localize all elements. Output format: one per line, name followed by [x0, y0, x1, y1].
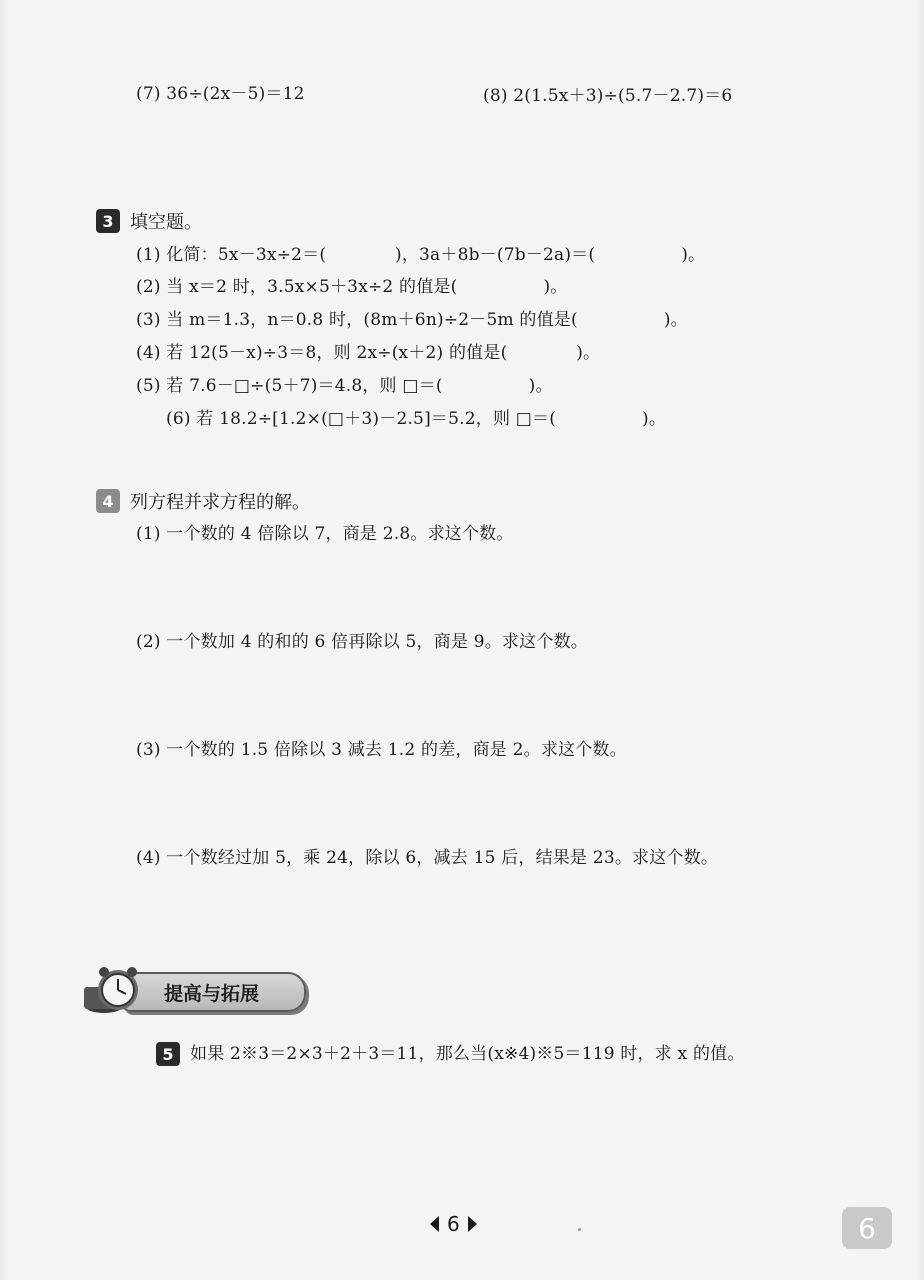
- fill-item-1: (1) 化简：5x－3x÷2＝( )，3a＋8b－(7b－2a)＝( )。: [136, 245, 706, 265]
- section-3-number: 3: [96, 209, 120, 233]
- arrow-right-icon: [468, 1216, 477, 1232]
- banner-label: 提高与拓展: [164, 983, 260, 1005]
- equation-problem-1: (1) 一个数的 4 倍除以 7，商是 2.8。求这个数。: [136, 524, 514, 544]
- page-number-footer: [430, 1212, 477, 1236]
- equation-problem-2: (2) 一个数加 4 的和的 6 倍再除以 5，商是 9。求这个数。: [136, 632, 588, 652]
- fill-item-4: (4) 若 12(5－x)÷3＝8，则 2x÷(x＋2) 的值是( )。: [136, 343, 601, 363]
- section-3-heading: [96, 208, 202, 234]
- equation-problem-3: (3) 一个数的 1.5 倍除以 3 减去 1.2 的差，商是 2。求这个数。: [136, 740, 627, 760]
- section-4-number: 4: [96, 489, 120, 513]
- extension-banner: [82, 965, 312, 1015]
- page-number: 6: [447, 1212, 460, 1236]
- equation-problem-4: (4) 一个数经过加 5，乘 24，除以 6，减去 15 后，结果是 23。求这个数。: [136, 848, 719, 868]
- fill-item-5: (5) 若 7.6－□÷(5＋7)＝4.8，则 □＝( )。: [136, 376, 553, 396]
- arrow-left-icon: [430, 1216, 439, 1232]
- dot-mark: [578, 1228, 581, 1231]
- section-3-title: 填空题。: [130, 212, 202, 233]
- section-5-heading: [156, 1042, 745, 1066]
- section-4-title: 列方程并求方程的解。: [130, 492, 310, 513]
- fill-item-2: (2) 当 x＝2 时，3.5x×5＋3x÷2 的值是( )。: [136, 277, 568, 297]
- fill-item-3: (3) 当 m＝1.3，n＝0.8 时，(8m＋6n)÷2－5m 的值是( )。: [136, 310, 688, 330]
- section-5-text: 如果 2※3＝2×3＋2＋3＝11，那么当(x※4)※5＝119 时，求 x 的值。: [190, 1044, 745, 1064]
- alarm-clock-icon: [82, 965, 146, 1015]
- equation-8: (8) 2(1.5x＋3)÷(5.7－2.7)＝6: [483, 86, 733, 106]
- equation-7: (7) 36÷(2x－5)＝12: [136, 84, 305, 104]
- section-4-heading: [96, 488, 310, 514]
- section-5-number: 5: [156, 1042, 180, 1066]
- corner-page-badge: 6: [842, 1207, 892, 1249]
- fill-item-6: (6) 若 18.2÷[1.2×(□＋3)－2.5]＝5.2，则 □＝( )。: [166, 409, 667, 429]
